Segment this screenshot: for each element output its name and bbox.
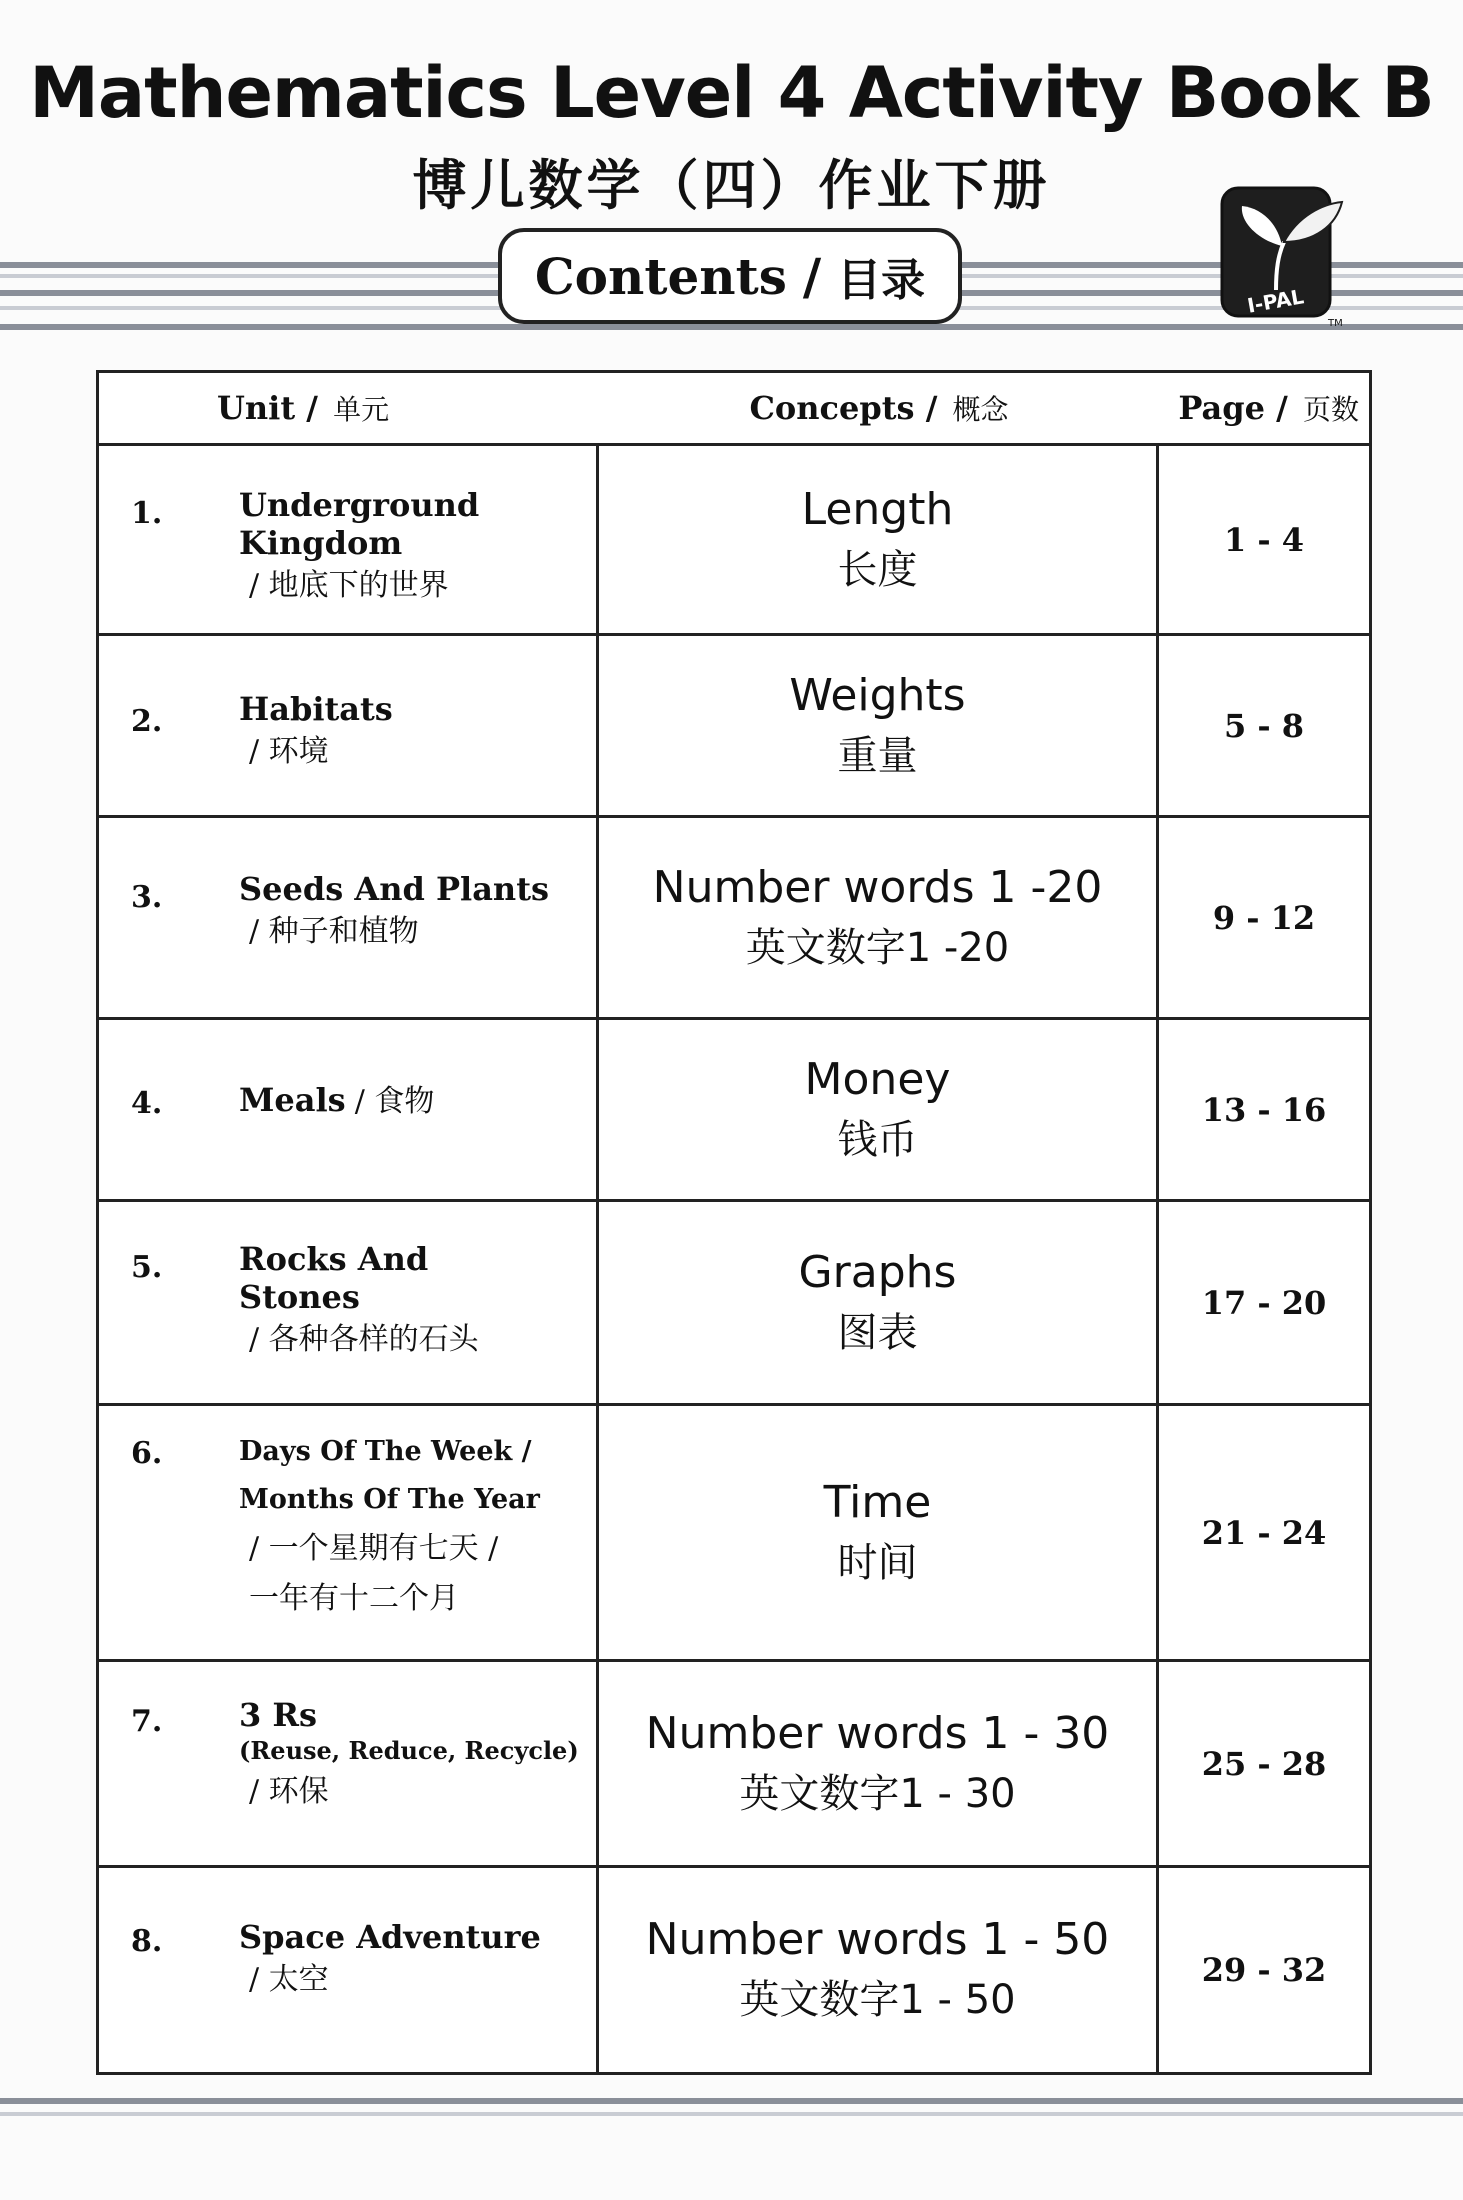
unit-number: 8. bbox=[131, 1924, 163, 1959]
unit-title-en: Space Adventure bbox=[239, 1918, 541, 1956]
unit-title-en: Days Of The Week / bbox=[239, 1436, 532, 1467]
page-subtitle-chinese: 博儿数学（四）作业下册 bbox=[412, 153, 1051, 217]
concept-cell bbox=[599, 818, 1159, 1017]
table-row bbox=[99, 1202, 1369, 1406]
unit-title-en: Meals bbox=[239, 1081, 346, 1119]
unit-cell bbox=[99, 1020, 599, 1199]
concept-cell bbox=[599, 1202, 1159, 1403]
header-page-cn: 页数 bbox=[1302, 393, 1359, 426]
unit-title bbox=[239, 1428, 584, 1624]
contents-table bbox=[96, 370, 1372, 2075]
concept-cn: 钱币 bbox=[837, 1116, 918, 1163]
header-unit-en: Unit bbox=[217, 389, 296, 427]
unit-title-cn: / 环保 bbox=[249, 1774, 329, 1809]
unit-title-cn: 一年有十二个月 bbox=[249, 1581, 459, 1616]
page-range: 29 - 32 bbox=[1201, 1951, 1327, 1989]
unit-cell bbox=[99, 1868, 599, 2072]
header-concepts bbox=[599, 388, 1159, 428]
header-unit bbox=[99, 388, 599, 428]
decorative-stripe bbox=[0, 2098, 1463, 2104]
unit-cell bbox=[99, 1202, 599, 1403]
concept-cell bbox=[599, 1662, 1159, 1865]
concept-cn: 长度 bbox=[837, 546, 918, 593]
unit-number: 6. bbox=[131, 1436, 163, 1471]
unit-number: 5. bbox=[131, 1250, 163, 1285]
unit-cell bbox=[99, 446, 599, 633]
unit-title-en: Seeds And Plants bbox=[239, 870, 549, 908]
table-row bbox=[99, 1020, 1369, 1202]
page-range: 5 - 8 bbox=[1223, 706, 1305, 745]
header-unit-cn: 单元 bbox=[333, 393, 390, 426]
unit-title-cn: / 一个星期有七天 / bbox=[249, 1531, 499, 1566]
unit-title bbox=[239, 690, 584, 776]
concept-en: Money bbox=[804, 1053, 951, 1105]
unit-title-cn: / 食物 bbox=[354, 1084, 435, 1119]
concept-en: Time bbox=[823, 1476, 932, 1528]
concept-en: Number words 1 -20 bbox=[652, 861, 1103, 913]
header-page-en: Page bbox=[1178, 389, 1266, 427]
table-row bbox=[99, 1406, 1369, 1662]
table-row bbox=[99, 1868, 1369, 2072]
unit-cell bbox=[99, 1406, 599, 1659]
unit-title-en: Stones bbox=[239, 1278, 360, 1316]
header-separator: / bbox=[925, 389, 938, 427]
concept-en: Length bbox=[801, 483, 954, 535]
page-range: 13 - 16 bbox=[1201, 1090, 1327, 1129]
unit-title-en: Underground bbox=[239, 486, 480, 524]
concept-cn: 重量 bbox=[837, 732, 918, 779]
unit-title bbox=[239, 486, 584, 610]
concept-en: Number words 1 - 30 bbox=[645, 1707, 1110, 1759]
table-row bbox=[99, 1662, 1369, 1868]
concept-en: Weights bbox=[789, 669, 966, 721]
decorative-stripe bbox=[0, 2112, 1463, 2116]
concept-cn: 英文数字1 - 30 bbox=[739, 1770, 1016, 1817]
header-concepts-cn: 概念 bbox=[952, 393, 1009, 426]
unit-title-en: 3 Rs bbox=[239, 1696, 318, 1734]
unit-number: 2. bbox=[131, 704, 163, 739]
concept-en: Number words 1 - 50 bbox=[645, 1914, 1110, 1965]
unit-cell bbox=[99, 818, 599, 1017]
unit-number: 4. bbox=[131, 1086, 163, 1121]
unit-title bbox=[239, 1696, 584, 1816]
page-range: 17 - 20 bbox=[1201, 1283, 1327, 1322]
unit-title bbox=[239, 870, 584, 956]
unit-title-cn: / 太空 bbox=[249, 1962, 329, 1997]
concept-cn: 英文数字1 - 50 bbox=[739, 1977, 1016, 2023]
concept-cell bbox=[599, 1406, 1159, 1659]
unit-title-cn: / 地底下的世界 bbox=[249, 568, 449, 603]
contents-heading bbox=[498, 228, 962, 324]
page-range: 1 - 4 bbox=[1223, 520, 1305, 559]
header-separator: / bbox=[306, 389, 318, 427]
page-range: 25 - 28 bbox=[1201, 1744, 1327, 1783]
unit-title-cn: / 种子和植物 bbox=[249, 914, 419, 949]
contents-heading-cn: 目录 bbox=[837, 255, 926, 306]
table-row bbox=[99, 636, 1369, 818]
unit-number: 1. bbox=[131, 496, 163, 531]
unit-title-en: Kingdom bbox=[239, 524, 403, 562]
concept-cell bbox=[599, 446, 1159, 633]
table-row bbox=[99, 446, 1369, 636]
page-range: 21 - 24 bbox=[1201, 1513, 1327, 1552]
unit-title-en: Rocks And bbox=[239, 1240, 429, 1278]
unit-title-en: Habitats bbox=[239, 690, 393, 728]
concept-cn: 时间 bbox=[837, 1539, 918, 1586]
unit-number: 3. bbox=[131, 880, 163, 915]
logo-text: I-PAL bbox=[1245, 284, 1306, 318]
logo-trademark: TM bbox=[1328, 318, 1343, 329]
page-title: Mathematics Level 4 Activity Book B bbox=[29, 52, 1434, 134]
contents-heading-separator: / bbox=[802, 246, 822, 306]
contents-heading-en: Contents bbox=[534, 246, 787, 306]
unit-title bbox=[239, 1078, 584, 1126]
concept-cell bbox=[599, 1020, 1159, 1199]
concept-cell bbox=[599, 636, 1159, 815]
unit-cell bbox=[99, 1662, 599, 1865]
concept-en: Graphs bbox=[798, 1246, 957, 1298]
ipal-logo bbox=[1218, 180, 1346, 330]
concept-cn: 图表 bbox=[837, 1309, 918, 1356]
unit-title bbox=[239, 1240, 584, 1364]
header-concepts-en: Concepts bbox=[749, 389, 915, 427]
header-page bbox=[1159, 388, 1369, 428]
header-separator: / bbox=[1276, 389, 1288, 427]
unit-cell bbox=[99, 636, 599, 815]
unit-title-en: Months Of The Year bbox=[239, 1484, 540, 1515]
concept-cn: 英文数字1 -20 bbox=[745, 924, 1010, 971]
unit-title-cn: / 环境 bbox=[249, 734, 329, 769]
contents-table-header bbox=[99, 373, 1369, 446]
unit-title bbox=[239, 1918, 584, 2004]
unit-title-cn: / 各种各样的石头 bbox=[249, 1322, 479, 1357]
unit-subtitle-en: (Reuse, Reduce, Recycle) bbox=[239, 1736, 579, 1765]
unit-number: 7. bbox=[131, 1704, 163, 1739]
concept-cell bbox=[599, 1868, 1159, 2072]
page-range: 9 - 12 bbox=[1212, 898, 1316, 937]
table-row bbox=[99, 818, 1369, 1020]
